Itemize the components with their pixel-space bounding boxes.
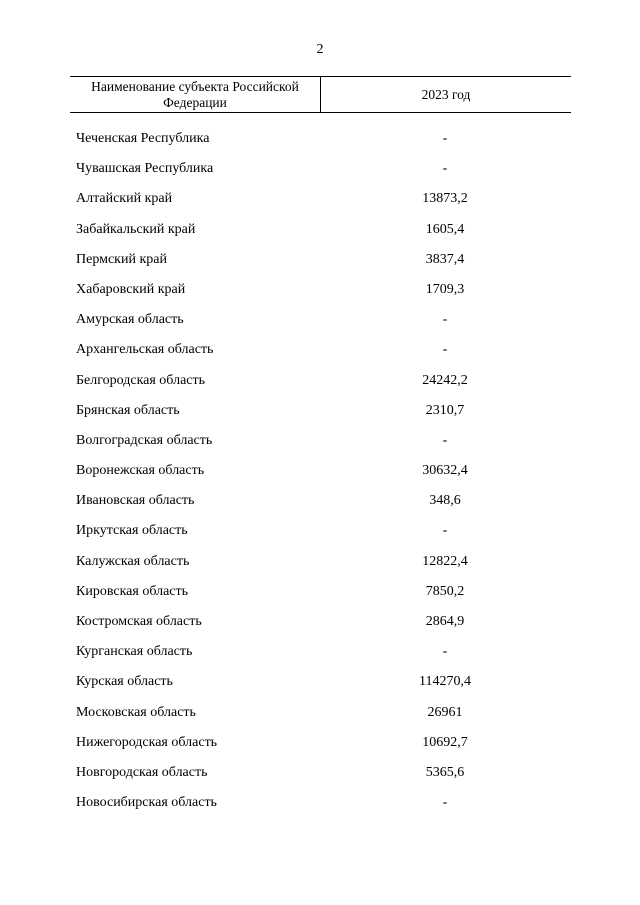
year-value: 2864,9 xyxy=(425,614,465,629)
year-value: - xyxy=(442,312,448,328)
table-row xyxy=(0,366,640,396)
subject-name: Курская область xyxy=(76,674,173,690)
table-row xyxy=(0,215,640,245)
subject-name: Чувашская Республика xyxy=(76,161,214,177)
page-number: 2 xyxy=(316,42,324,57)
table-row xyxy=(0,758,640,788)
subject-name: Забайкальский край xyxy=(76,221,196,237)
subject-name: Волгоградская область xyxy=(76,432,213,448)
year-value: 24242,2 xyxy=(422,372,468,388)
subject-name: Алтайский край xyxy=(76,191,173,207)
subject-name: Брянская область xyxy=(76,402,180,418)
column-header-year: 2023 год xyxy=(421,86,471,102)
subject-name: Калужская область xyxy=(76,553,190,569)
table-row xyxy=(0,396,640,426)
table-row xyxy=(0,426,640,456)
table-row xyxy=(0,607,640,637)
year-value: - xyxy=(442,432,448,448)
year-value: - xyxy=(442,795,448,811)
table-row xyxy=(0,728,640,758)
subject-name: Новосибирская область xyxy=(76,795,217,811)
year-value: - xyxy=(442,644,448,660)
year-value: - xyxy=(442,131,448,146)
year-value: 348,6 xyxy=(429,493,461,509)
subject-name: Амурская область xyxy=(76,312,184,328)
table-row xyxy=(0,124,640,154)
subject-name: Курганская область xyxy=(76,644,193,660)
table-row xyxy=(0,577,640,607)
subject-name: Нижегородская область xyxy=(76,734,218,750)
subject-name: Белгородская область xyxy=(76,372,206,388)
table-body xyxy=(0,124,640,818)
year-value: - xyxy=(442,523,448,539)
year-value: 12822,4 xyxy=(422,553,468,569)
subject-name: Иркутская область xyxy=(76,523,188,539)
year-value: 1605,4 xyxy=(425,221,465,237)
year-value: 114270,4 xyxy=(419,674,471,690)
table-row xyxy=(0,637,640,667)
subject-name: Новгородская область xyxy=(76,764,208,780)
year-value: 13873,2 xyxy=(422,191,468,207)
year-value: 7850,2 xyxy=(425,583,465,599)
table-header xyxy=(70,76,571,113)
year-value: 30632,4 xyxy=(422,463,468,479)
year-value: - xyxy=(442,161,448,177)
subject-name: Воронежская область xyxy=(76,463,205,479)
table-row xyxy=(0,788,640,818)
table-row xyxy=(0,456,640,486)
table-row xyxy=(0,154,640,184)
table-row xyxy=(0,547,640,577)
year-value: 26961 xyxy=(427,704,463,720)
subject-name: Пермский край xyxy=(76,251,167,267)
table-row xyxy=(0,667,640,697)
year-value: 2310,7 xyxy=(425,402,465,418)
table-row xyxy=(0,275,640,305)
table-row xyxy=(0,486,640,516)
subject-name: Ивановская область xyxy=(76,493,195,509)
table-row xyxy=(0,698,640,728)
subject-name: Архангельская область xyxy=(76,342,214,358)
table-row xyxy=(0,335,640,365)
subject-name: Хабаровский край xyxy=(76,281,186,297)
table-row xyxy=(0,184,640,214)
column-header-subject: Наименование субъекта Российской Федерации xyxy=(70,77,321,112)
table-row xyxy=(0,245,640,275)
year-value: 3837,4 xyxy=(425,251,465,267)
subject-name: Чеченская Республика xyxy=(76,131,210,146)
table-row xyxy=(0,305,640,335)
year-value: 1709,3 xyxy=(425,281,465,297)
subject-name: Кировская область xyxy=(76,583,189,599)
subject-name: Костромская область xyxy=(76,614,202,629)
subject-name: Московская область xyxy=(76,704,196,720)
year-value: 5365,6 xyxy=(425,764,465,780)
table-row xyxy=(0,516,640,546)
year-value: 10692,7 xyxy=(422,734,468,750)
year-value: - xyxy=(442,342,448,358)
